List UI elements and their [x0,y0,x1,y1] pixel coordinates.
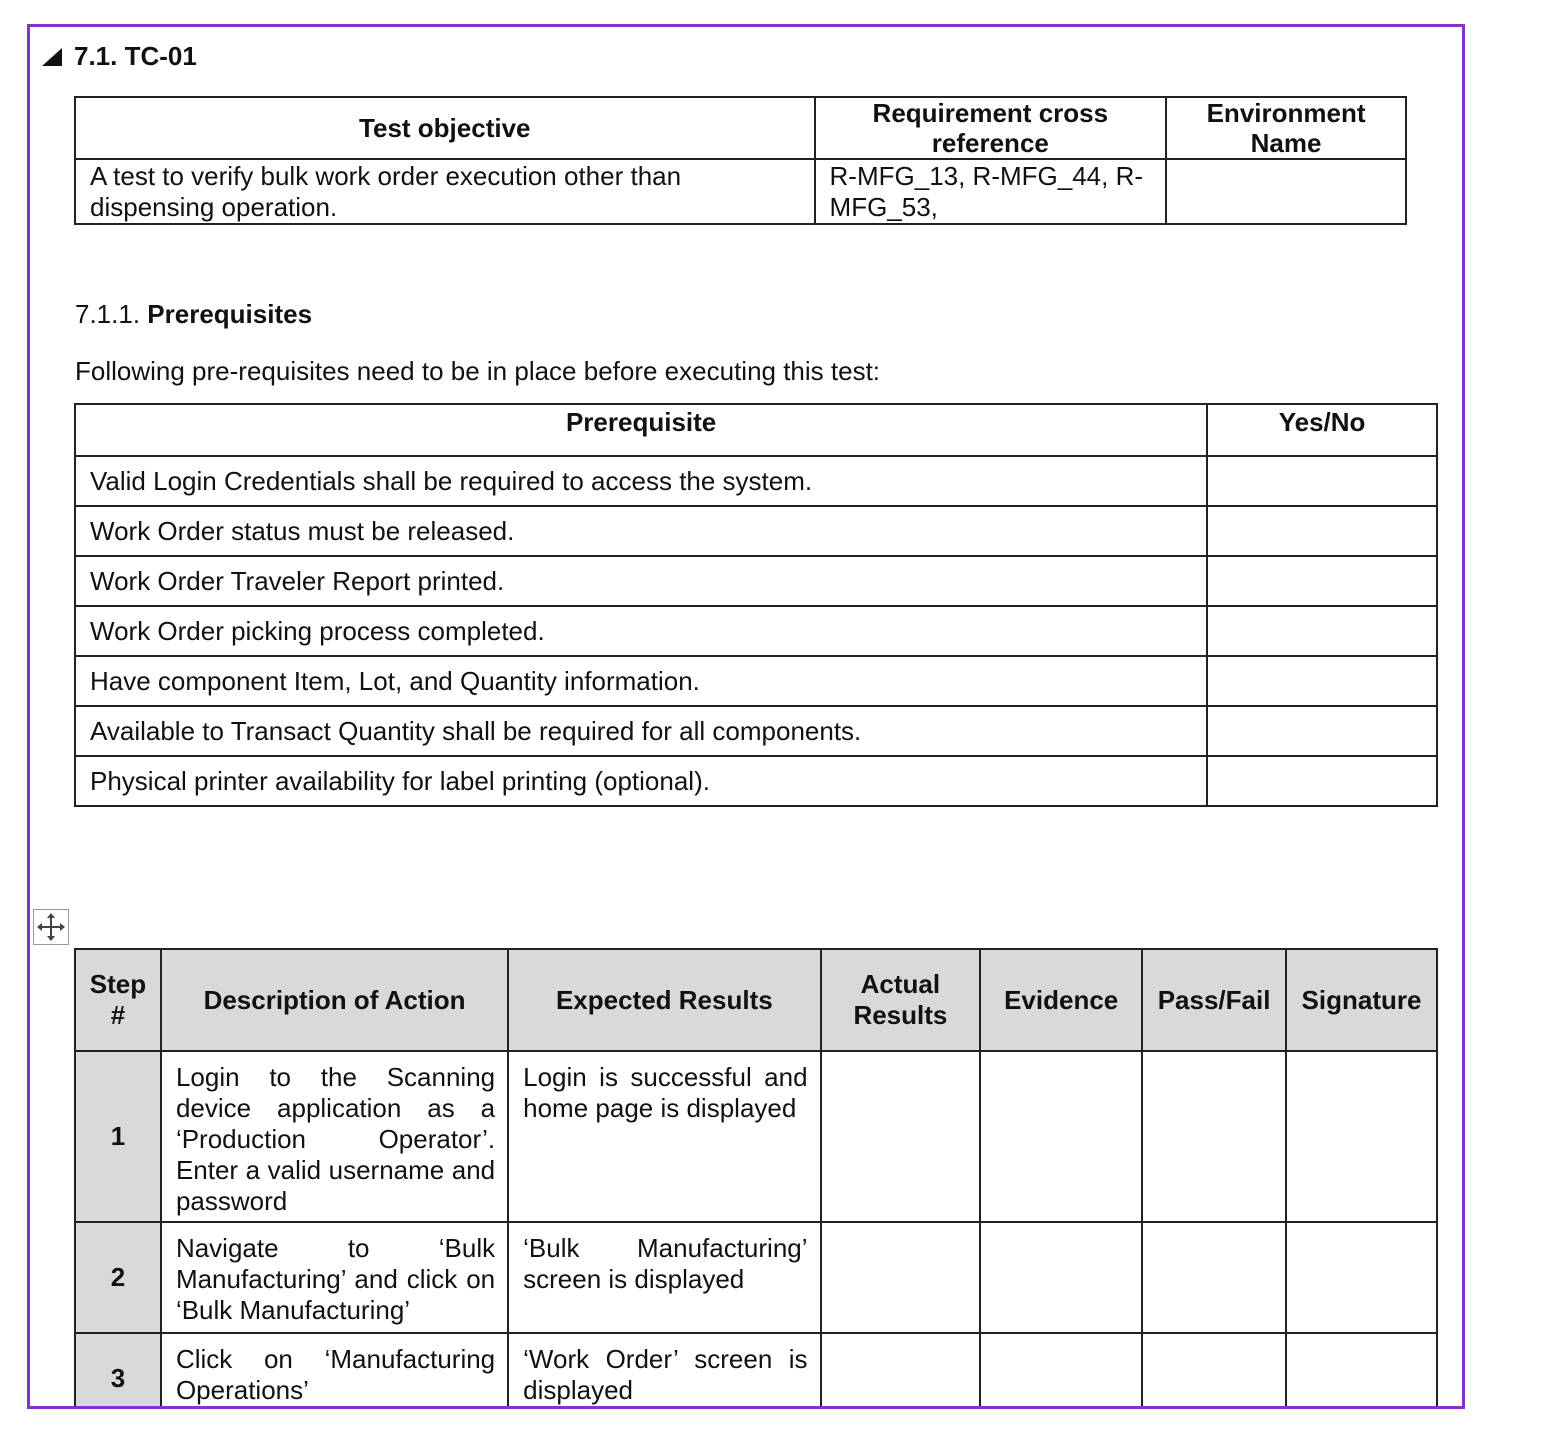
prerequisite-row [75,506,1437,556]
requirement-references[interactable]: R-MFG_13, R-MFG_44, R-MFG_53, [815,159,1167,224]
header-signature: Signature [1286,949,1437,1051]
header-prerequisite: Prerequisite [75,404,1207,456]
table-move-handle[interactable] [33,909,69,945]
prerequisite-text[interactable]: Available to Transact Quantity shall be required for all components. [75,706,1207,756]
section-heading[interactable] [40,41,197,72]
prerequisite-row [75,456,1437,506]
environment-name-cell[interactable] [1166,159,1406,224]
prerequisite-answer[interactable] [1207,706,1437,756]
step-signature-cell[interactable] [1286,1333,1437,1409]
test-steps-table [74,948,1438,1409]
prerequisites-number: 7.1.1. [75,299,141,329]
section-heading-text: 7.1. TC-01 [74,41,197,71]
step-action[interactable]: Navigate to ‘Bulk Manufacturing’ and click on ‘Bulk Manufacturing’ [161,1222,508,1333]
collapse-triangle-icon[interactable] [40,46,64,68]
prerequisite-text[interactable]: Physical printer availability for label printing (optional). [75,756,1207,806]
prerequisites-header-row [75,404,1437,456]
steps-header-row [75,949,1437,1051]
header-step-number: Step # [75,949,161,1051]
document-page [27,24,1465,1409]
header-expected-results: Expected Results [508,949,820,1051]
prerequisite-answer[interactable] [1207,656,1437,706]
prerequisites-table [74,403,1438,807]
prerequisite-answer[interactable] [1207,556,1437,606]
step-expected-result[interactable]: Login is successful and home page is displayed [508,1051,820,1222]
step-row [75,1222,1437,1333]
objective-table [74,96,1407,225]
prerequisite-answer[interactable] [1207,456,1437,506]
step-row [75,1051,1437,1222]
prerequisite-answer[interactable] [1207,506,1437,556]
header-environment-name: Environment Name [1166,97,1406,159]
step-actual-result-cell[interactable] [821,1333,981,1409]
step-expected-result[interactable]: ‘Bulk Manufacturing’ screen is displayed [508,1222,820,1333]
step-pass-fail-cell[interactable] [1142,1333,1286,1409]
prerequisite-answer[interactable] [1207,606,1437,656]
prerequisite-answer[interactable] [1207,756,1437,806]
prerequisite-text[interactable]: Work Order picking process completed. [75,606,1207,656]
header-yes-no: Yes/No [1207,404,1437,456]
prerequisites-heading [75,299,312,330]
step-pass-fail-cell[interactable] [1142,1051,1286,1222]
move-handle-icon [36,912,66,942]
prerequisites-title: Prerequisites [147,299,313,329]
prerequisite-row [75,656,1437,706]
header-test-objective: Test objective [75,97,815,159]
prerequisite-row [75,756,1437,806]
step-actual-result-cell[interactable] [821,1222,981,1333]
prerequisite-text[interactable]: Work Order status must be released. [75,506,1207,556]
header-description-of-action: Description of Action [161,949,508,1051]
step-signature-cell[interactable] [1286,1051,1437,1222]
objective-row [75,159,1406,224]
header-pass-fail: Pass/Fail [1142,949,1286,1051]
prerequisites-intro: Following pre-requisites need to be in place before executing this test: [75,356,881,386]
step-actual-result-cell[interactable] [821,1051,981,1222]
step-action[interactable]: Click on ‘Manufacturing Operations’ [161,1333,508,1409]
prerequisite-row [75,556,1437,606]
step-evidence-cell[interactable] [980,1222,1142,1333]
step-evidence-cell[interactable] [980,1051,1142,1222]
step-number: 3 [75,1333,161,1409]
prerequisite-row [75,706,1437,756]
prerequisite-row [75,606,1437,656]
prerequisite-text[interactable]: Valid Login Credentials shall be required to access the system. [75,456,1207,506]
step-row [75,1333,1437,1409]
objective-header-row [75,97,1406,159]
objective-text[interactable]: A test to verify bulk work order execution other than dispensing operation. [75,159,815,224]
step-expected-result[interactable]: ‘Work Order’ screen is displayed [508,1333,820,1409]
step-number: 2 [75,1222,161,1333]
step-action[interactable]: Login to the Scanning device application as a ‘Production Operator’. Enter a valid username and password [161,1051,508,1222]
prerequisite-text[interactable]: Have component Item, Lot, and Quantity information. [75,656,1207,706]
header-actual-results: Actual Results [821,949,981,1051]
step-pass-fail-cell[interactable] [1142,1222,1286,1333]
header-evidence: Evidence [980,949,1142,1051]
header-requirement-reference: Requirement cross reference [815,97,1167,159]
step-signature-cell[interactable] [1286,1222,1437,1333]
step-evidence-cell[interactable] [980,1333,1142,1409]
step-number: 1 [75,1051,161,1222]
prerequisite-text[interactable]: Work Order Traveler Report printed. [75,556,1207,606]
